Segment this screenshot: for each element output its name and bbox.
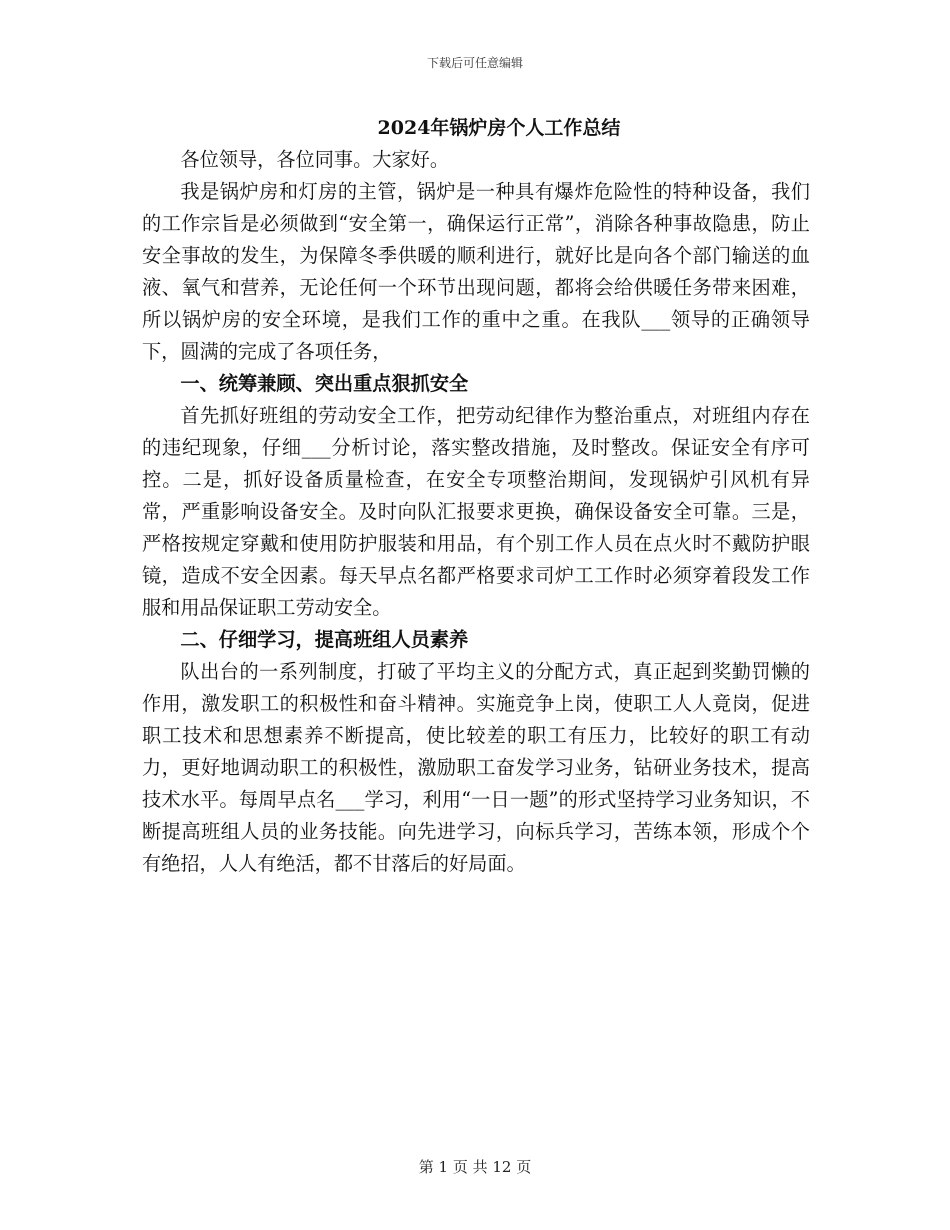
section1-heading: 一、统筹兼顾、突出重点狠抓安全 [180, 372, 469, 395]
header-note: 下载后可任意编辑 [426, 56, 523, 70]
document-title: 2024年锅炉房个人工作总结 [377, 117, 621, 139]
intro-paragraph: 我是锅炉房和灯房的主管，锅炉是一种具有爆炸危险性的特种设备，我们的工作宗旨是必须做到“安全第一，确保运行正常”，消除各种事故隐患，防止安全事故的发生，为保障冬季供暖的顺利进行，就好比是向各个部门输送的血液、氧气和营养，无论任何一个环节出现问题，都将会给供暖任务带来困难，所以锅炉房的安全环境，是我们工作的重中之重。在我队___领导的正确领导下，圆满的完成了各项任务， [142, 180, 810, 363]
greeting-paragraph: 各位领导，各位同事。大家好。 [180, 148, 450, 171]
section2-paragraph: 队出台的一系列制度，打破了平均主义的分配方式，真正起到奖勤罚懒的作用，激发职工的积极性和奋斗精神。实施竞争上岗，使职工人人竟岗，促进职工技术和思想素养不断提高，使比较差的职工有压力，比较好的职工有动力，更好地调动职工的积极性，激励职工奋发学习业务，钻研业务技术，提高技术水平。每周早点名___学习，利用“一日一题”的形式坚持学习业务知识，不断提高班组人员的业务技能。向先进学习，向标兵学习，苦练本领，形成个个有绝招，人人有绝活，都不甘落后的好局面。 [142, 660, 810, 875]
document-body [142, 112, 810, 880]
section1-paragraph: 首先抓好班组的劳动安全工作，把劳动纪律作为整治重点，对班组内存在的违纪现象，仔细___分析讨论，落实整改措施，及时整改。保证安全有序可控。二是，抓好设备质量检查，在安全专项整治期间，发现锅炉引风机有异常，严重影响设备安全。及时向队汇报要求更换，确保设备安全可靠。三是，严格按规定穿戴和使用防护服装和用品，有个别工作人员在点火时不戴防护眼镜，造成不安全因素。每天早点名都严格要求司炉工工作时必须穿着段发工作服和用品保证职工劳动安全。 [142, 404, 810, 619]
page-footer: 第 1 页 共 12 页 [418, 1158, 532, 1176]
section2-heading: 二、仔细学习，提高班组人员素养 [180, 628, 469, 651]
